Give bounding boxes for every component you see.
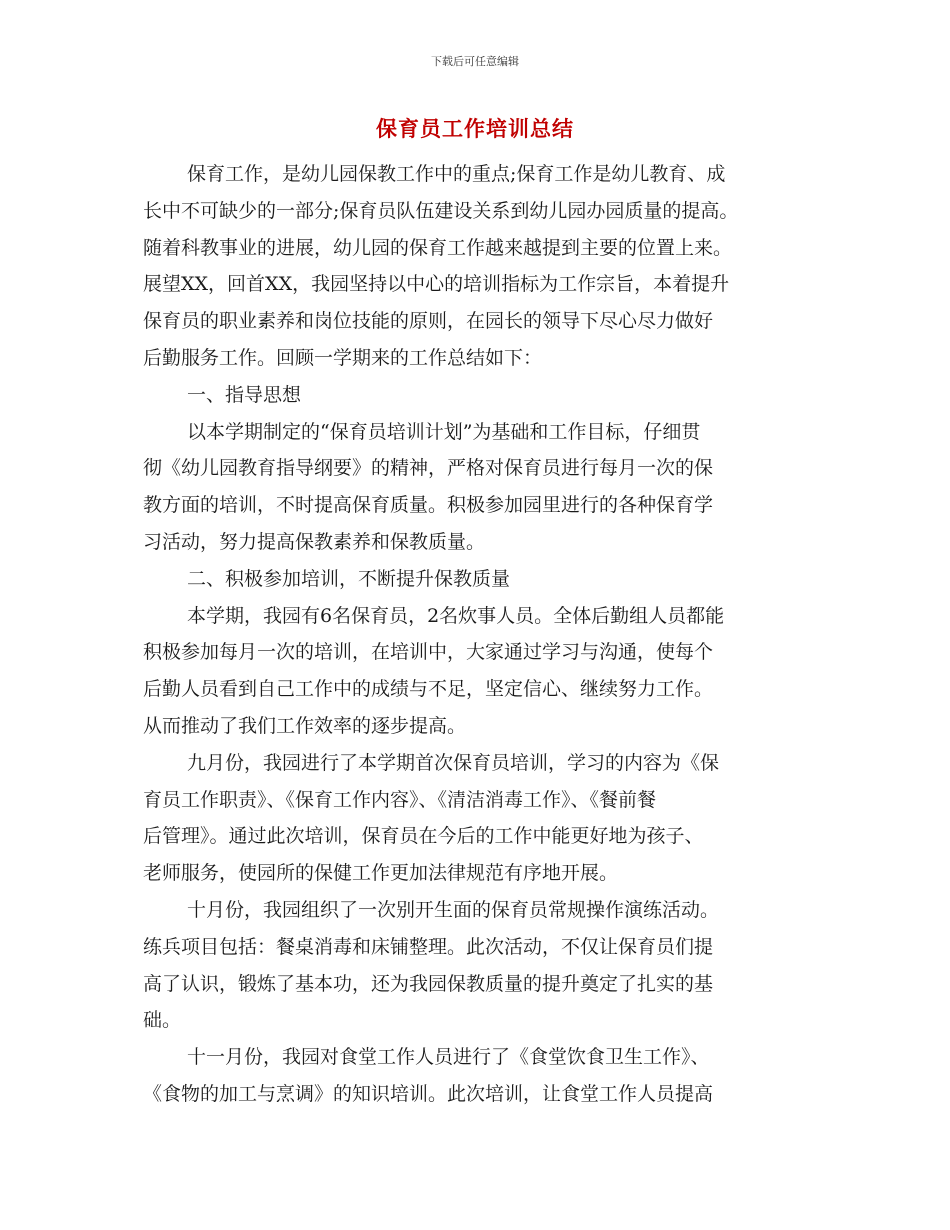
text-line: 练兵项目包括：餐桌消毒和床铺整理。此次活动，不仅让保育员们提 [143,935,714,958]
text-line: 以本学期制定的“保育员培训计划”为基础和工作目标，仔细贯 [187,420,701,443]
text-line: 《食物的加工与烹调》的知识培训。此次培训，让食堂工作人员提高 [143,1082,714,1105]
text-line: 高了认识，锻炼了基本功，还为我园保教质量的提升奠定了扎实的基 [143,972,714,995]
text-line: 从而推动了我们工作效率的逐步提高。 [143,714,467,737]
text-line: 老师服务，使园所的保健工作更加法律规范有序地开展。 [143,862,619,885]
text-line: 长中不可缺少的一部分;保育员队伍建设关系到幼儿园办园质量的提高。 [143,199,739,222]
document-body [143,156,808,1113]
text-line: 九月份，我园进行了本学期首次保育员培训，学习的内容为《保 [187,751,720,774]
text-line: 保育员的职业素养和岗位技能的原则，在园长的领导下尽心尽力做好 [143,310,714,333]
text-line: 二、积极参加培训，不断提升保教质量 [187,567,511,590]
text-line: 后勤人员看到自己工作中的成绩与不足，坚定信心、继续努力工作。 [143,678,714,701]
text-line: 随着科教事业的进展，幼儿园的保育工作越来越提到主要的位置上来。 [143,236,733,259]
text-line: 础。 [143,1009,182,1032]
text-line: 一、指导思想 [187,383,302,406]
text-line: 十月份，我园组织了一次别开生面的保育员常规操作演练活动。 [187,898,720,921]
header-note: 下载后可任意编辑 [431,55,519,68]
text-line: 彻《幼儿园教育指导纲要》的精神，严格对保育员进行每月一次的保 [143,457,714,480]
text-line: 本学期，我园有6名保育员，2名炊事人员。全体后勤组人员都能 [187,604,725,627]
document-title: 保育员工作培训总结 [376,117,574,141]
text-line: 习活动，努力提高保教素养和保教质量。 [143,530,486,553]
text-line: 展望XX，回首XX，我园坚持以中心的培训指标为工作宗旨，本着提升 [143,273,730,296]
text-line: 十一月份，我园对食堂工作人员进行了《食堂饮食卫生工作》、 [187,1046,710,1069]
text-line: 保育工作，是幼儿园保教工作中的重点;保育工作是幼儿教育、成 [187,163,726,185]
text-line: 积极参加每月一次的培训，在培训中，大家通过学习与沟通，使每个 [143,641,714,664]
text-line: 教方面的培训，不时提高保育质量。积极参加园里进行的各种保育学 [143,494,714,517]
text-line: 后勤服务工作。回顾一学期来的工作总结如下： [143,346,543,369]
text-line: 育员工作职责》、《保育工作内容》、《清洁消毒工作》、《餐前餐 [143,788,657,811]
text-line: 后管理》。通过此次培训，保育员在今后的工作中能更好地为孩子、 [143,825,704,848]
